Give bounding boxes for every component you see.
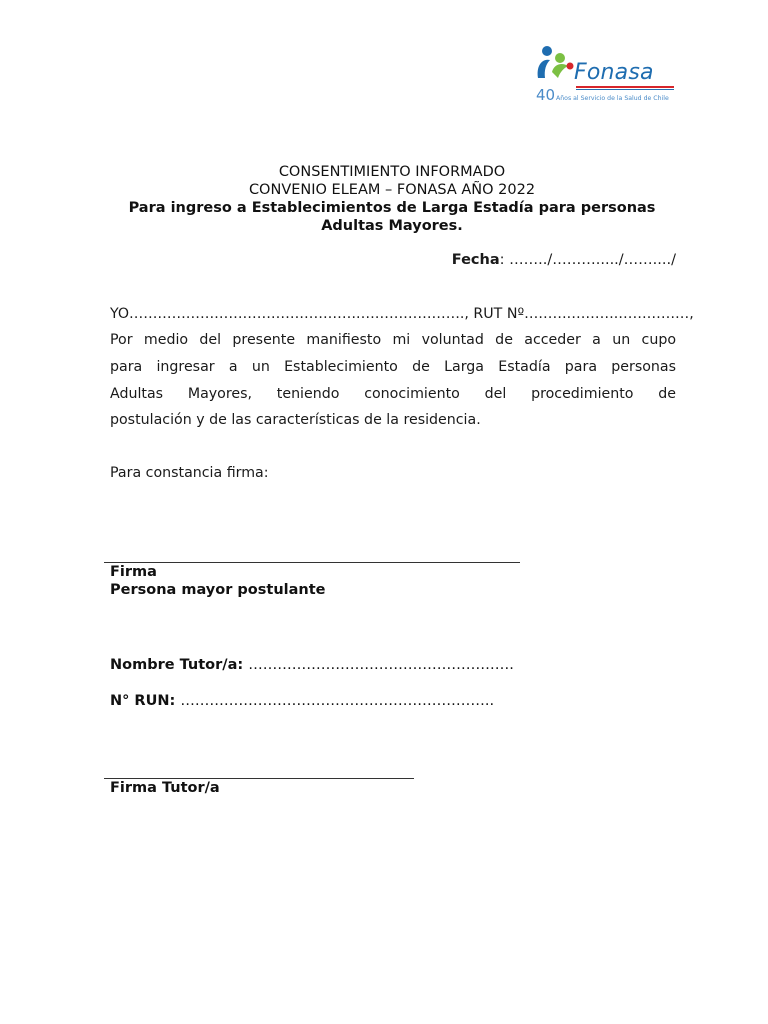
logo-tagline: Años al Servicio de la Salud de Chile bbox=[556, 95, 669, 102]
consent-paragraph-line-1: Por medio del presente manifiesto mi voluntad de acceder a un cupo bbox=[110, 332, 676, 348]
logo-wordmark: Fonasa bbox=[574, 60, 654, 85]
signature-label: Firma bbox=[110, 564, 157, 580]
date-blank: : ……../………...../……..../ bbox=[499, 252, 676, 268]
logo-blue-rule bbox=[576, 89, 674, 90]
applicant-role-label: Persona mayor postulante bbox=[110, 582, 326, 598]
tutor-signature-label: Firma Tutor/a bbox=[110, 780, 220, 796]
declarant-name-rut-line: YO………………………………………….…………………., RUT Nº……….……….……………, bbox=[110, 306, 694, 322]
run-label: N° RUN: bbox=[110, 693, 181, 709]
applicant-signature-line bbox=[104, 562, 520, 563]
tutor-name-field bbox=[110, 656, 514, 674]
signature-prompt: Para constancia firma: bbox=[110, 465, 269, 481]
run-blank: ……………………………………………………….. bbox=[180, 693, 495, 709]
consent-paragraph-line-2: para ingresar a un Establecimiento de Larga Estadía para personas bbox=[110, 359, 676, 375]
date-label: Fecha bbox=[451, 252, 500, 268]
document-subtitle: CONVENIO ELEAM – FONASA AÑO 2022 bbox=[248, 182, 536, 198]
document-title: CONSENTIMIENTO INFORMADO bbox=[278, 164, 506, 180]
date-field bbox=[452, 251, 676, 269]
logo-red-rule bbox=[576, 86, 674, 88]
tutor-name-label: Nombre Tutor/a: bbox=[110, 657, 249, 673]
document-purpose-line-2: Adultas Mayores. bbox=[321, 218, 463, 234]
run-field bbox=[110, 692, 494, 710]
consent-paragraph-line-4: postulación y de las características de la residencia. bbox=[110, 412, 481, 428]
fonasa-logo bbox=[532, 42, 678, 108]
document-purpose-line-1: Para ingreso a Establecimientos de Larga Estadía para personas bbox=[128, 200, 656, 216]
tutor-name-blank: ………………………………………………. bbox=[248, 657, 514, 673]
consent-paragraph-line-3: Adultas Mayores, teniendo conocimiento del procedimiento de bbox=[110, 386, 676, 402]
logo-anniversary-number: 40 bbox=[536, 86, 556, 104]
